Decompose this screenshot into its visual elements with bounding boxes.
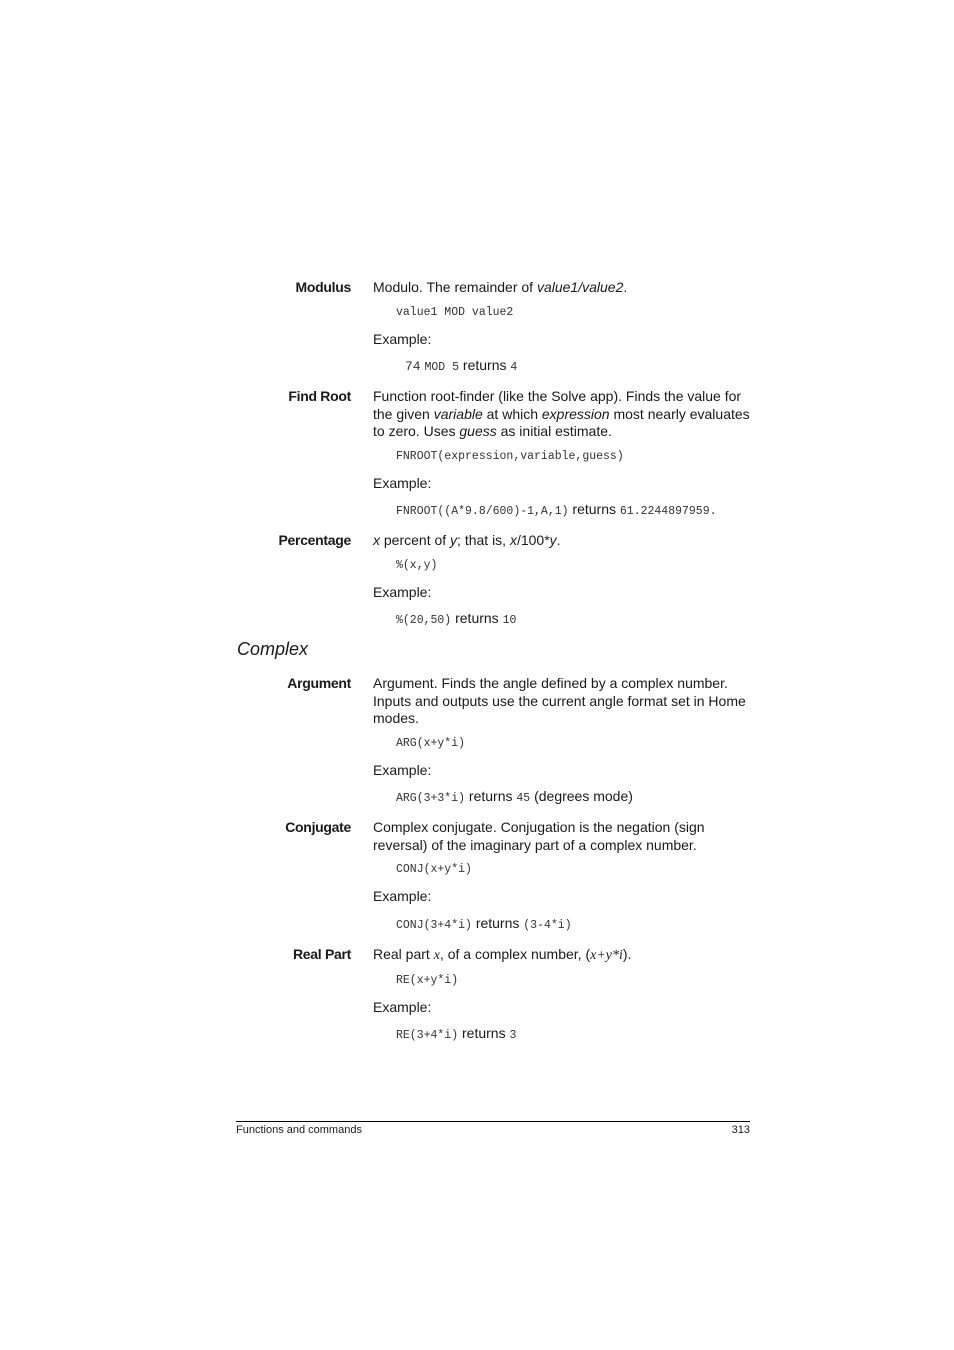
desc-emphasis: x+y*i xyxy=(590,948,623,963)
entry-body xyxy=(373,532,750,627)
syntax: RE(x+y*i) xyxy=(396,973,459,987)
entry-body xyxy=(373,388,750,518)
desc-emphasis: guess xyxy=(459,423,497,439)
example-result: 4 xyxy=(510,361,518,374)
example-code: %(20,50) xyxy=(396,614,452,627)
desc-text: Real part xyxy=(373,946,434,962)
returns-text: returns xyxy=(462,357,507,373)
desc-text: ). xyxy=(622,946,632,962)
returns-text: returns xyxy=(462,1025,506,1041)
desc-emphasis: value1/value2 xyxy=(536,279,624,295)
entry-body xyxy=(373,675,750,805)
example-number: 74 xyxy=(405,359,421,374)
example-result: 3 xyxy=(509,1029,517,1042)
returns-text: returns xyxy=(468,788,513,804)
desc-text: most nearly evaluates to zero. Uses xyxy=(373,405,750,439)
desc-emphasis: x xyxy=(373,532,380,548)
desc-text: ; that is, xyxy=(457,532,510,548)
term-find-root: Find Root xyxy=(288,388,351,404)
returns-text: returns xyxy=(572,501,616,517)
example-result: (3-4*i) xyxy=(523,918,572,932)
entry-body xyxy=(373,279,750,374)
entry-find-root xyxy=(236,388,750,518)
example xyxy=(396,609,750,627)
desc-text: /100 xyxy=(516,532,545,548)
footer-rule xyxy=(236,1121,750,1122)
description xyxy=(373,946,750,965)
term-modulus: Modulus xyxy=(295,279,351,295)
example-label: Example: xyxy=(373,998,432,1015)
desc-emphasis: x xyxy=(433,948,440,963)
footer-page-number: 313 xyxy=(731,1124,750,1136)
returns-text: returns xyxy=(475,914,520,931)
desc-text: at which xyxy=(482,405,542,422)
example-result: 45 xyxy=(516,792,531,805)
syntax: value1 MOD value2 xyxy=(396,305,514,319)
example xyxy=(396,1024,750,1042)
description: Argument. Finds the angle defined by a complex number. Inputs and outputs use the current angle format set in Home modes. xyxy=(373,675,746,726)
example-note: (degrees mode) xyxy=(534,788,633,804)
desc-emphasis: expression xyxy=(541,405,610,422)
entry-conjugate xyxy=(236,819,750,932)
footer-chapter-title: Functions and commands xyxy=(236,1124,362,1136)
term-real-part: Real Part xyxy=(293,946,351,962)
description xyxy=(373,279,750,297)
entry-real-part xyxy=(236,946,750,1042)
example-label: Example: xyxy=(373,583,432,600)
desc-emphasis: variable xyxy=(433,405,483,422)
desc-asterisk: * xyxy=(544,532,550,548)
desc-text: Modulo. The remainder of xyxy=(373,279,537,295)
desc-text: , of a complex number, ( xyxy=(439,946,591,962)
example-code: RE(3+4*i) xyxy=(396,1029,459,1042)
example xyxy=(405,356,750,374)
term-argument: Argument xyxy=(287,675,351,691)
description: Complex conjugate. Conjugation is the negation (sign reversal) of the imaginary part of a complex number. xyxy=(373,819,705,853)
syntax: CONJ(x+y*i) xyxy=(396,863,472,876)
example-label: Example: xyxy=(373,474,432,491)
desc-text: percent of xyxy=(380,532,451,548)
example-label: Example: xyxy=(373,761,432,778)
example-code: ARG(3+3*i) xyxy=(396,792,466,805)
syntax: ARG(x+y*i) xyxy=(396,736,466,750)
example-label: Example: xyxy=(373,888,432,904)
returns-text: returns xyxy=(455,610,499,626)
example-code: MOD 5 xyxy=(424,361,460,374)
syntax: FNROOT(expression,variable,guess) xyxy=(396,449,624,463)
term-conjugate: Conjugate xyxy=(285,819,351,835)
entry-body xyxy=(373,819,750,932)
section-heading-complex: Complex xyxy=(237,639,309,659)
desc-text: Function root-finder (like the Solve app). Finds the value for the given xyxy=(373,388,742,422)
example-result: 61.2244897959. xyxy=(619,505,717,518)
example-code: CONJ(3+4*i) xyxy=(396,918,472,932)
syntax: %(x,y) xyxy=(396,558,438,572)
example-code: FNROOT((A*9.8/600)-1,A,1) xyxy=(396,505,569,518)
entry-percentage xyxy=(236,532,750,627)
entry-modulus xyxy=(236,279,750,374)
term-percentage: Percentage xyxy=(278,532,351,548)
entry-argument xyxy=(236,675,750,805)
example-result: 10 xyxy=(502,614,517,627)
example-label: Example: xyxy=(373,330,432,347)
desc-text: as initial estimate. xyxy=(496,423,612,439)
desc-emphasis: y xyxy=(450,532,458,548)
description xyxy=(373,532,750,550)
description xyxy=(373,388,750,441)
desc-emphasis: y xyxy=(549,532,557,548)
example xyxy=(396,787,750,805)
desc-text: . xyxy=(556,532,561,548)
example xyxy=(396,914,750,932)
entry-body xyxy=(373,946,750,1042)
example xyxy=(396,500,750,518)
desc-emphasis: x xyxy=(509,532,517,548)
desc-text: . xyxy=(623,279,628,295)
